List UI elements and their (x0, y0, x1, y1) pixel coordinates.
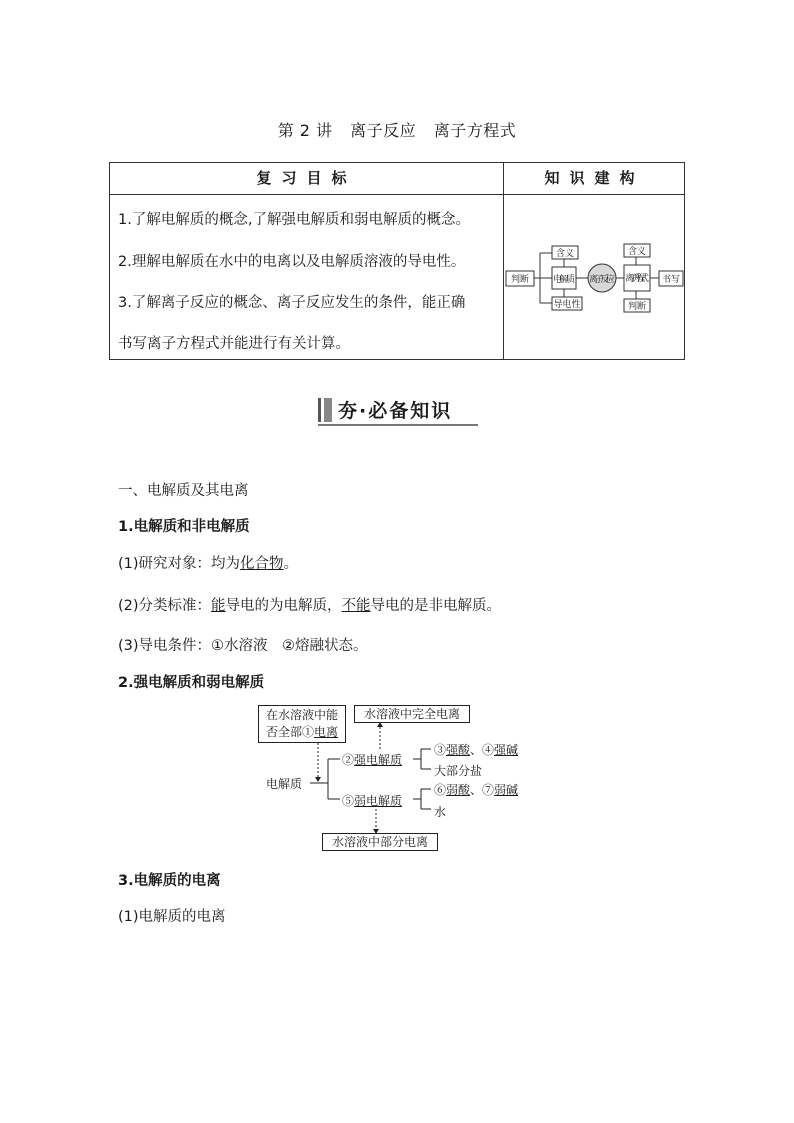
review-goals-table (109, 162, 685, 360)
header-review-goals: 复习目标 (256, 169, 357, 187)
subheading-ionization: 3.电解质的电离 (118, 873, 221, 889)
map-label: 含义 (627, 247, 647, 257)
answer-text: 弱酸 (446, 783, 471, 797)
strong-examples-salts: 大部分盐 (434, 764, 483, 778)
lecture-number: 第 2 讲 (277, 121, 333, 140)
answer-text: 能 (211, 598, 226, 614)
page-title (0, 118, 794, 141)
heading-decoration (324, 398, 332, 422)
answer-text: 弱碱 (494, 783, 519, 797)
partial-ionization-box: 水溶液中部分电离 (322, 833, 438, 851)
answer-text: 电离 (314, 725, 339, 739)
answer-text: 化合物 (240, 556, 284, 572)
map-label: 电解质 (553, 275, 575, 285)
heading-decoration (318, 398, 321, 422)
complete-ionization-box: 水溶液中完全电离 (354, 705, 470, 723)
answer-text: 弱电解质 (354, 794, 403, 808)
strong-examples: ③强酸、④强碱 (434, 743, 519, 757)
ionization-question-box: 在水溶液中能 否全部①电离 (258, 705, 346, 743)
paragraph-conduction-conditions: (3)导电条件：①水溶液 ②熔融状态。 (118, 638, 368, 654)
header-knowledge-map: 知识建构 (544, 169, 645, 187)
section-heading (318, 396, 478, 426)
goal-line: 1.了解电解质的概念,了解强电解质和弱电解质的概念。 (118, 212, 470, 228)
map-label: 判断 (627, 302, 647, 312)
strong-electrolyte-label: ②强电解质 (342, 753, 403, 767)
map-label: 离子反应 (589, 275, 615, 285)
goal-line: 书写离子方程式并能进行有关计算。 (118, 336, 350, 352)
goal-line: 3.了解离子反应的概念、离子反应发生的条件，能正确 (118, 295, 466, 311)
answer-text: 强电解质 (354, 753, 403, 767)
knowledge-map-diagram (504, 195, 685, 360)
heading-electrolyte-ionization: 一、电解质及其电离 (118, 483, 249, 499)
answer-text: 强碱 (494, 743, 519, 757)
paragraph-classification: (2)分类标准：能导电的为电解质，不能导电的是非电解质。 (118, 598, 502, 614)
map-label: 导电性 (553, 300, 581, 310)
weak-electrolyte-label: ⑤弱电解质 (342, 794, 403, 808)
electrolyte-label: 电解质 (266, 777, 303, 791)
title-part-2: 离子方程式 (433, 121, 517, 140)
map-label: 含义 (555, 249, 575, 259)
subheading-strong-weak: 2.强电解质和弱电解质 (118, 675, 265, 691)
answer-text: 强酸 (446, 743, 471, 757)
paragraph-ionization: (1)电解质的电离 (118, 909, 226, 925)
weak-examples-water: 水 (434, 805, 447, 819)
paragraph-research-object: (1)研究对象：均为化合物。 (118, 556, 299, 572)
map-label: 判断 (510, 275, 530, 285)
section-heading-text: 夯·必备知识 (338, 400, 453, 422)
map-label: 书写 (661, 275, 681, 285)
map-label: 离子方程式 (625, 274, 649, 284)
subheading-electrolyte: 1.电解质和非电解质 (118, 519, 250, 535)
electrolyte-classification-diagram (258, 705, 538, 853)
heading-underline (318, 424, 478, 426)
title-part-1: 离子反应 (350, 121, 417, 140)
weak-examples: ⑥弱酸、⑦弱碱 (434, 783, 519, 797)
goal-line: 2.理解电解质在水中的电离以及电解质溶液的导电性。 (118, 254, 466, 270)
answer-text: 不能 (341, 598, 371, 614)
